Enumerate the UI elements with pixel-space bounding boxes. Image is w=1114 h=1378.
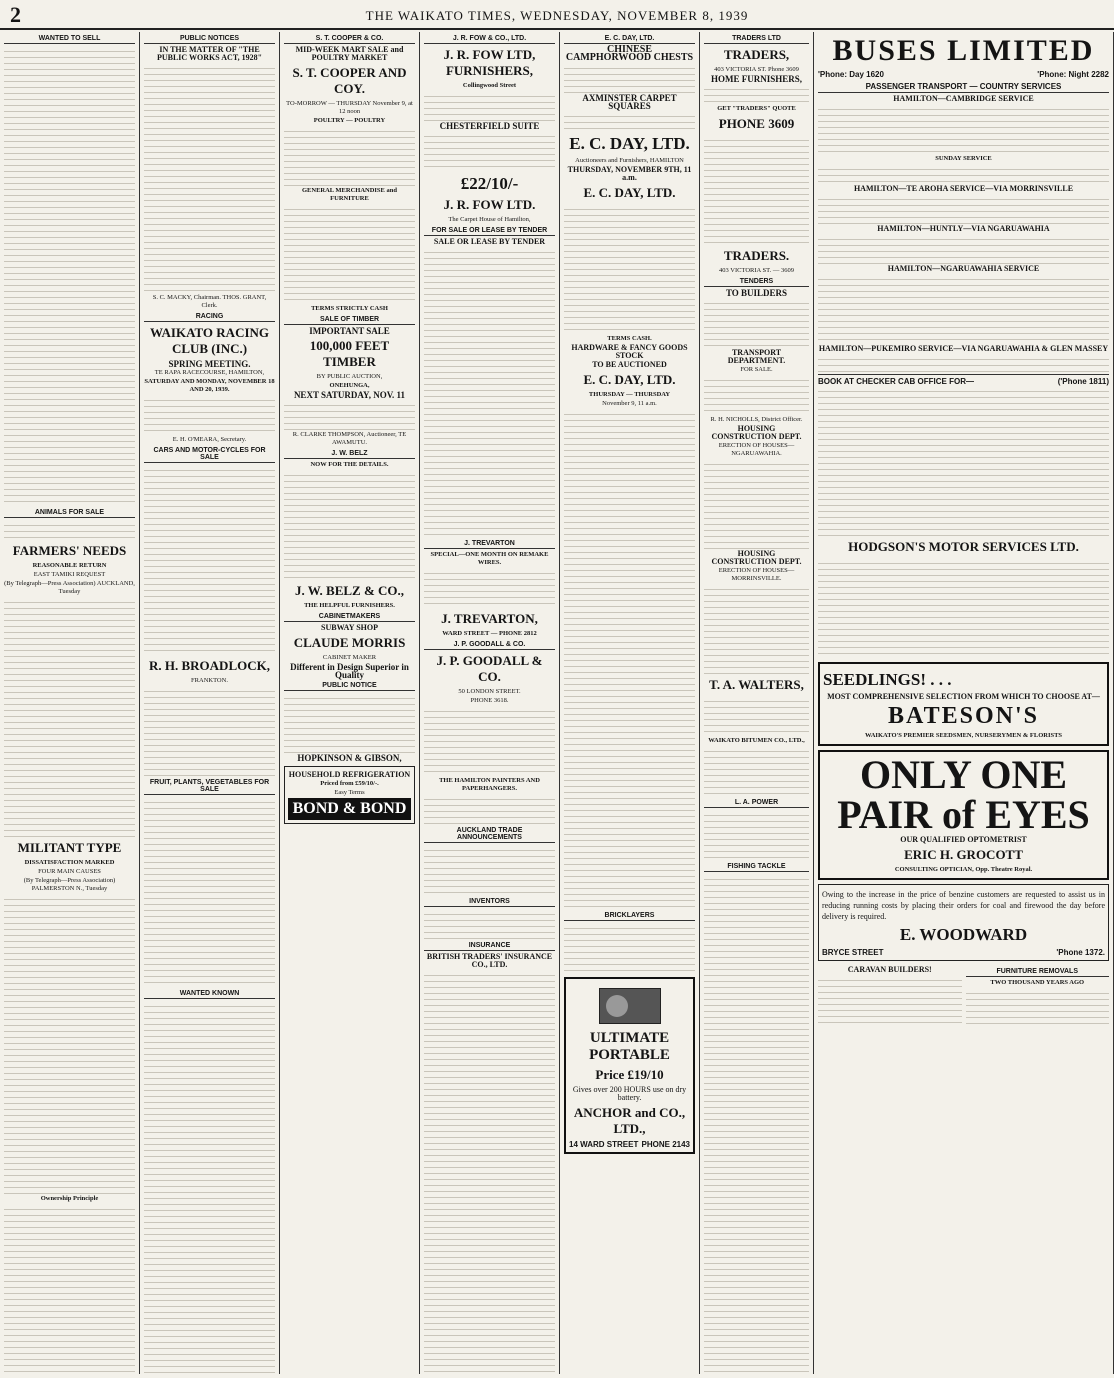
text-block — [284, 400, 415, 430]
important-sale: IMPORTANT SALE — [309, 326, 390, 336]
course: TE RAPA RACECOURSE, HAMILTON, — [154, 369, 265, 376]
text-block — [818, 975, 962, 1025]
section-head-goodall: J. P. GOODALL & CO. — [424, 641, 555, 650]
only-one: ONLY ONE — [859, 752, 1068, 797]
section-head-cooper: S. T. COOPER & CO. — [284, 35, 415, 44]
fridge-ad — [284, 766, 415, 824]
anchor-address: 14 WARD STREET — [569, 1140, 639, 1149]
text-block — [564, 63, 695, 93]
ecday-name: E. C. DAY, LTD. — [569, 134, 690, 153]
goodall-phone: PHONE 3618. — [470, 697, 509, 704]
woodward-ad — [818, 884, 1109, 961]
text-block — [4, 597, 135, 837]
traders-address: 403 VICTORIA ST. Phone 3609 — [714, 66, 799, 73]
text-block — [966, 988, 1110, 1028]
removals-ad — [966, 965, 1110, 1028]
subhead: FOUR MAIN CAUSES — [38, 868, 101, 875]
radio-ad — [564, 977, 695, 1154]
quote: GET "TRADERS" QUOTE — [717, 105, 796, 112]
cooper-name: S. T. COOPER AND COY. — [292, 65, 407, 96]
grocott: ERIC H. GROCOTT — [904, 847, 1023, 862]
text-block — [424, 794, 555, 824]
text-block — [818, 274, 1109, 344]
fow-name-2: J. R. FOW LTD. — [443, 197, 536, 212]
section-head-ecday: E. C. DAY, LTD. — [564, 35, 695, 44]
section-head-wanted: WANTED TO SELL — [4, 35, 135, 44]
optometrist-ad — [818, 750, 1109, 880]
text-block — [704, 459, 809, 549]
newspaper-header: THE WAIKATO TIMES, WEDNESDAY, NOVEMBER 8, 1939 — [365, 8, 749, 23]
price: £22/10/- — [460, 174, 519, 193]
radio-price: Price £19/10 — [595, 1067, 664, 1082]
woodward: E. WOODWARD — [899, 925, 1028, 944]
special: SPECIAL—ONE MONTH ON REMAKE WIRES. — [430, 551, 549, 566]
fridge-terms: Easy Terms — [334, 789, 365, 796]
subhead: REASONABLE RETURN — [32, 562, 107, 569]
bryce-street: BRYCE STREET — [822, 948, 884, 957]
traders-phone: PHONE 3609 — [718, 116, 795, 131]
hours: Gives over 200 HOURS use on dry battery. — [572, 1085, 687, 1102]
removals: FURNITURE REMOVALS — [966, 968, 1110, 977]
secretary: E. H. O'MEARA, Secretary. — [172, 436, 247, 443]
traders-name: TRADERS, — [723, 47, 790, 62]
text-block — [818, 354, 1109, 374]
checker-label: BOOK AT CHECKER CAB OFFICE FOR— — [818, 377, 974, 386]
insurance-company: BRITISH TRADERS' INSURANCE CO., LTD. — [426, 952, 553, 969]
ultimate: ULTIMATE PORTABLE — [589, 1030, 670, 1063]
column-traders — [700, 32, 814, 1374]
grocott-sub: CONSULTING OPTICIAN, Opp. Theatre Royal. — [894, 866, 1033, 873]
text-block — [704, 746, 809, 796]
sale-title: MID-WEEK MART SALE and POULTRY MARKET — [295, 45, 404, 62]
now-for-details: NOW FOR THE DETAILS. — [310, 461, 389, 468]
checker — [818, 374, 1109, 386]
bond-logo: BOND & BOND — [288, 798, 411, 820]
anchor-contact — [569, 1140, 690, 1149]
thursday-2: THURSDAY — THURSDAY — [588, 391, 671, 398]
poultry: POULTRY — POULTRY — [313, 117, 386, 124]
hopkinson: HOPKINSON & GIBSON, — [297, 753, 402, 763]
anchor: ANCHOR and CO., LTD., — [573, 1105, 686, 1136]
buses-title: BUSES LIMITED — [832, 34, 1095, 67]
bottom-ads — [818, 965, 1109, 1028]
column-cooper — [280, 32, 420, 1374]
subhead: Ownership Principle — [40, 1195, 99, 1202]
text-block — [424, 706, 555, 776]
housing: HOUSING CONSTRUCTION DEPT. — [711, 424, 802, 441]
section-head-cars: CARS AND MOTOR-CYCLES FOR SALE — [144, 447, 275, 463]
helpful: THE HELPFUL FURNISHERS. — [304, 602, 395, 609]
caravan-ad — [818, 965, 962, 1028]
text-block — [284, 204, 415, 304]
text-block — [284, 470, 415, 580]
headline-farmers: FARMERS' NEEDS — [12, 543, 127, 558]
fridge-title: HOUSEHOLD REFRIGERATION — [288, 770, 411, 779]
hardware: HARDWARE & FANCY GOODS STOCK — [571, 343, 688, 360]
text-block — [144, 1001, 275, 1374]
trevarton-address: WARD STREET — PHONE 2812 — [442, 630, 537, 637]
column-public-notices — [140, 32, 280, 1374]
headline-militant: MILITANT TYPE — [17, 840, 122, 855]
merchandise: GENERAL MERCHANDISE and FURNITURE — [302, 187, 397, 202]
text-block — [704, 84, 809, 104]
text-block — [704, 135, 809, 245]
woodward-phone: 'Phone 1372. — [1056, 948, 1105, 957]
erection: ERECTION OF HOUSES—NGARUAWAHIA. — [718, 442, 795, 457]
section-head-power: L. A. POWER — [704, 799, 809, 808]
caravan: CARAVAN BUILDERS! — [847, 965, 932, 974]
club-name: WAIKATO RACING CLUB (INC.) — [149, 325, 270, 356]
text-block — [424, 845, 555, 895]
benzine-notice: Owing to the increase in the price of benzine customers are requested to assist us in reducing running costs by placing their orders for coal and firewood the day before delivery is required. — [822, 890, 1105, 921]
section-head-public: PUBLIC NOTICES — [144, 35, 275, 44]
section-head-wanted-known: WANTED KNOWN — [144, 990, 275, 999]
carpet-house: The Carpet House of Hamilton, — [448, 216, 531, 223]
buses-phones — [818, 70, 1109, 79]
route-3: HAMILTON—HUNTLY—VIA NGARUAWAHIA — [877, 224, 1050, 233]
text-block — [704, 375, 809, 415]
text-block — [424, 247, 555, 537]
housing-2: HOUSING CONSTRUCTION DEPT. — [711, 549, 802, 566]
axminster: AXMINSTER CARPET SQUARES — [582, 93, 677, 111]
text-block — [564, 409, 695, 909]
anchor-phone: PHONE 2143 — [641, 1140, 690, 1149]
route-2: HAMILTON—TE AROHA SERVICE—VIA MORRINSVILLE — [853, 184, 1074, 193]
traders-name-2: TRADERS. — [723, 248, 790, 263]
chesterfield: CHESTERFIELD SUITE — [439, 121, 540, 131]
terms: TERMS STRICTLY CASH — [311, 305, 388, 312]
traders-address-2: 403 VICTORIA ST. — 3609 — [719, 267, 794, 274]
transport: TRANSPORT DEPARTMENT. — [727, 348, 786, 365]
text-block — [818, 386, 1109, 536]
nicholls: R. H. NICHOLLS, District Officer. — [710, 416, 803, 423]
section-head-fow: J. R. FOW & CO., LTD. — [424, 35, 555, 44]
section-head-belz: J. W. BELZ — [284, 450, 415, 459]
walters: T. A. WALTERS, — [709, 677, 804, 692]
section-head-public-notice: PUBLIC NOTICE — [284, 682, 415, 691]
erection-2: ERECTION OF HOUSES—MORRINSVILLE. — [718, 567, 795, 582]
text-block — [4, 520, 135, 540]
dateline: (By Telegraph—Press Association) PALMERSTON N., Tuesday — [23, 877, 116, 892]
claude-morris: CLAUDE MORRIS — [293, 635, 406, 650]
phone-night: 'Phone: Night 2282 — [1037, 70, 1109, 79]
camphor: CHINESE CAMPHORWOOD CHESTS — [565, 44, 694, 63]
seedlings-ad — [818, 662, 1109, 746]
different: Different in Design Superior in Quality — [290, 662, 409, 680]
subhead: EAST TAMIKI REQUEST — [33, 571, 106, 578]
thursday: THURSDAY, NOVEMBER 9TH, 11 a.m. — [567, 165, 692, 182]
dateline: (By Telegraph—Press Association) AUCKLAND, Tuesday — [4, 580, 135, 595]
hodgson: HODGSON'S MOTOR SERVICES LTD. — [848, 539, 1079, 554]
text-block — [4, 46, 135, 506]
text-block — [818, 558, 1109, 658]
section-head-inventors: INVENTORS — [424, 898, 555, 907]
signature: S. C. MACKY, Chairman. THOS. GRANT, Clerk. — [152, 294, 267, 309]
text-block — [284, 693, 415, 753]
fow-name: J. R. FOW LTD, FURNISHERS, — [443, 47, 536, 78]
text-block — [144, 465, 275, 655]
text-block — [4, 1204, 135, 1374]
passenger: PASSENGER TRANSPORT — COUNTRY SERVICES — [818, 82, 1109, 93]
text-block — [704, 298, 809, 348]
batesons: BATESON'S — [888, 703, 1039, 729]
text-block — [818, 164, 1109, 184]
subway: SUBWAY SHOP — [321, 623, 378, 632]
text-block — [424, 970, 555, 1374]
section-head-bricklayers: BRICKLAYERS — [564, 912, 695, 921]
route-1: HAMILTON—CAMBRIDGE SERVICE — [893, 94, 1034, 103]
column-classifieds — [0, 32, 140, 1374]
text-block — [564, 204, 695, 334]
optometrist: OUR QUALIFIED OPTOMETRIST — [900, 835, 1027, 844]
next-saturday: NEXT SATURDAY, NOV. 11 — [293, 390, 406, 400]
checker-phone: ('Phone 1811) — [1057, 377, 1109, 386]
section-head-trevarton: J. TREVARTON — [424, 540, 555, 549]
column-ecday — [560, 32, 700, 1374]
sale-date: TO-MORROW — THURSDAY November 9, at 12 noon — [286, 100, 413, 115]
subhead: DISSATISFACTION MARKED — [24, 859, 115, 866]
two-thousand: TWO THOUSAND YEARS AGO — [990, 979, 1085, 986]
street: Collingwood Street — [462, 82, 517, 89]
sunday: SUNDAY SERVICE — [935, 155, 992, 162]
race-dates: SATURDAY AND MONDAY, NOVEMBER 18 AND 20, 1939. — [144, 378, 275, 393]
section-head-trade: AUCKLAND TRADE ANNOUNCEMENTS — [424, 827, 555, 843]
text-block — [704, 696, 809, 736]
home-furnishers: HOME FURNISHERS, — [710, 74, 802, 84]
text-block — [564, 923, 695, 973]
auction: BY PUBLIC AUCTION, — [316, 373, 383, 380]
column-buses — [814, 32, 1114, 1374]
section-head-racing: RACING — [144, 313, 275, 322]
notice-title: IN THE MATTER OF "THE PUBLIC WORKS ACT, 1928" — [156, 45, 263, 62]
to-be-auctioned: TO BE AUCTIONED — [592, 360, 667, 369]
bitumen: WAIKATO BITUMEN CO., LTD., — [708, 737, 805, 744]
batesons-sub: WAIKATO'S PREMIER SEEDSMEN, NURSERYMEN & FLORISTS — [864, 732, 1063, 739]
goodall-street: 50 LONDON STREET. — [458, 688, 521, 695]
cabinet-maker: CABINET MAKER — [322, 654, 377, 661]
auctioneers: Auctioneers and Furnishers, HAMILTON — [575, 157, 684, 164]
text-block — [144, 63, 275, 293]
column-fow — [420, 32, 560, 1374]
painters: THE HAMILTON PAINTERS AND PAPERHANGERS. — [439, 777, 540, 792]
text-block — [424, 568, 555, 608]
section-head-animals: ANIMALS FOR SALE — [4, 509, 135, 518]
onehunga: ONEHUNGA, — [329, 382, 370, 389]
text-block — [704, 874, 809, 1374]
section-head-timber: SALE OF TIMBER — [284, 316, 415, 325]
text-block — [144, 797, 275, 987]
text-block — [818, 104, 1109, 154]
text-block — [144, 686, 275, 776]
text-block — [704, 810, 809, 860]
section-head-traders: TRADERS LTD — [704, 35, 809, 44]
route-5: HAMILTON—PUKEMIRO SERVICE—VIA NGARUAWAHIA & GLEN MASSEY — [818, 344, 1109, 353]
to-builders: TO BUILDERS — [725, 288, 788, 298]
terms: TERMS CASH. — [607, 335, 652, 342]
section-head-fishing: FISHING TACKLE — [704, 863, 809, 872]
text-block — [4, 894, 135, 1194]
dealer-place: FRANKTON. — [191, 677, 228, 684]
section-head-cabinet: CABINETMAKERS — [284, 613, 415, 622]
comprehensive: MOST COMPREHENSIVE SELECTION FROM WHICH TO CHOOSE AT— — [827, 692, 1100, 701]
route-4: HAMILTON—NGARUAWAHIA SERVICE — [887, 264, 1040, 273]
page-number: 2 — [10, 2, 21, 27]
seedlings: SEEDLINGS! . . . — [823, 670, 952, 689]
woodward-contact — [822, 948, 1105, 957]
trevarton-name: J. TREVARTON, — [441, 611, 538, 626]
pair-of-eyes: PAIR of EYES — [837, 792, 1090, 837]
text-block — [144, 395, 275, 435]
text-block — [564, 111, 695, 131]
goodall-name: J. P. GOODALL & CO. — [436, 653, 543, 684]
dealer-name: R. H. BROADLOCK, — [149, 658, 270, 673]
text-block — [424, 909, 555, 939]
fridge-price: Priced from £59/10/-. — [320, 780, 379, 787]
meeting: SPRING MEETING. — [168, 359, 251, 369]
section-head-tender: FOR SALE OR LEASE BY TENDER — [424, 227, 555, 236]
section-head-tenders: TENDERS — [704, 278, 809, 287]
tender-title: SALE OR LEASE BY TENDER — [433, 237, 546, 246]
text-block — [818, 234, 1109, 264]
ecday-name-3: E. C. DAY, LTD. — [583, 372, 676, 387]
ecday-name-2: E. C. DAY, LTD. — [583, 185, 676, 200]
text-block — [704, 584, 809, 674]
text-block — [818, 194, 1109, 224]
phone-day: 'Phone: Day 1620 — [818, 70, 884, 79]
text-block — [424, 91, 555, 121]
masthead — [0, 0, 1114, 30]
text-block — [424, 131, 555, 171]
belz-name: J. W. BELZ & CO., — [294, 583, 405, 598]
for-sale: FOR SALE. — [740, 366, 773, 373]
radio-icon — [599, 988, 661, 1024]
section-head-insurance: INSURANCE — [424, 942, 555, 951]
section-head-fruit: FRUIT, PLANTS, VEGETABLES FOR SALE — [144, 779, 275, 795]
auctioneer: R. CLARKE THOMPSON, Auctioneer, TE AWAMUTU. — [292, 431, 407, 446]
text-block — [284, 126, 415, 186]
timber-amount: 100,000 FEET TIMBER — [309, 338, 390, 369]
date-nov9: November 9, 11 a.m. — [602, 400, 657, 407]
